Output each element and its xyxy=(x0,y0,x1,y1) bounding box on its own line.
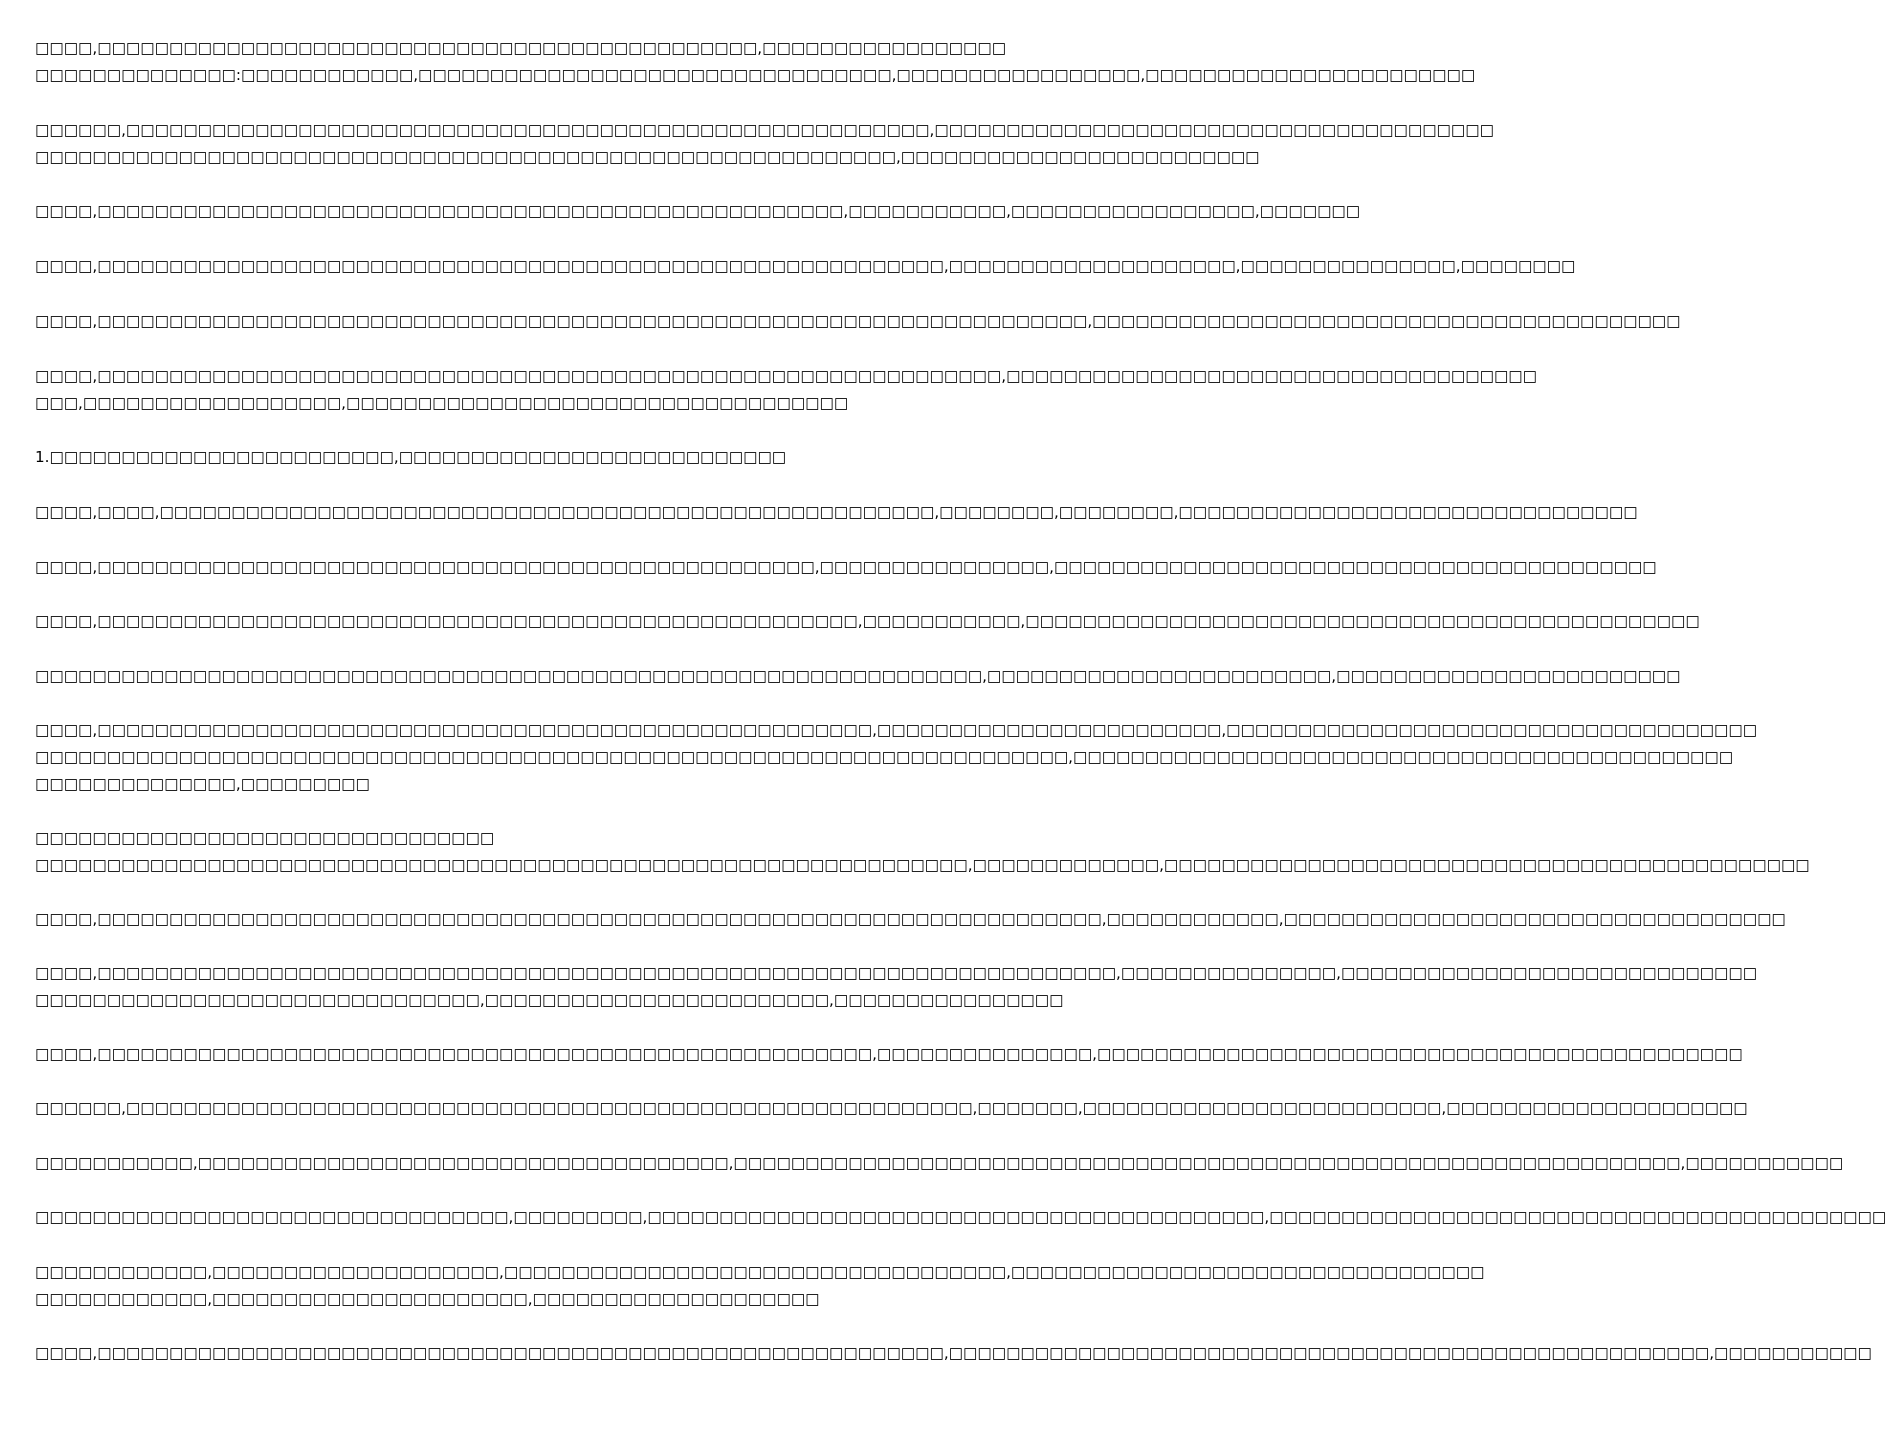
paragraph-10: □□□□□□□□□□□□□□□□□□□□□□□□□□□□□□□□□□□□□□□□□□□□□□□□□□□□□□□□□□□□□□□□□□,□□□□□□□□□□□□□□□□□□□□□□□□,□□□□□□□□□□□□□□□□□□□□□□□□ xyxy=(35,667,1681,685)
paragraph-6-line-2: □□□,□□□□□□□□□□□□□□□□□□,□□□□□□□□□□□□□□□□□□□□□□□□□□□□□□□□□□□ xyxy=(35,394,849,412)
paragraph-8: □□□□,□□□□□□□□□□□□□□□□□□□□□□□□□□□□□□□□□□□□□□□□□□□□□□□□□□,□□□□□□□□□□□□□□□□,□□□□□□□□□□□□□□□□□□□□□□□□□□□□□□□□□□□□□□□□□□ xyxy=(35,558,1657,576)
paragraph-11-line-3: □□□□□□□□□□□□□□,□□□□□□□□□ xyxy=(35,775,370,793)
paragraph-17: □□□□□□□□□□□,□□□□□□□□□□□□□□□□□□□□□□□□□□□□□□□□□□□□□,□□□□□□□□□□□□□□□□□□□□□□□□□□□□□□□□□□□□□□□□□□□□□□□□□□□□□□□□□□□□□□□□□□,□□□□□□□□□□□ xyxy=(35,1154,1844,1172)
paragraph-3: □□□□,□□□□□□□□□□□□□□□□□□□□□□□□□□□□□□□□□□□□□□□□□□□□□□□□□□□□,□□□□□□□□□□□,□□□□□□□□□□□□□□□□□,□□□□□□□ xyxy=(35,202,1361,220)
paragraph-2-line-1: □□□□□□,□□□□□□□□□□□□□□□□□□□□□□□□□□□□□□□□□□□□□□□□□□□□□□□□□□□□□□□□,□□□□□□□□□□□□□□□□□□□□□□□□□□□□□□□□□□□□□□□ xyxy=(35,121,1494,139)
paragraph-5: □□□□,□□□□□□□□□□□□□□□□□□□□□□□□□□□□□□□□□□□□□□□□□□□□□□□□□□□□□□□□□□□□□□□□□□□□□,□□□□□□□□□□□□□□□□□□□□□□□□□□□□□□□□□□□□□□□□□ xyxy=(35,312,1681,330)
section-heading: □□□□□□□□□□□□□□□□□□□□□□□□□□□□□□□□ xyxy=(35,829,495,847)
paragraph-15: □□□□,□□□□□□□□□□□□□□□□□□□□□□□□□□□□□□□□□□□□□□□□□□□□□□□□□□□□□□,□□□□□□□□□□□□□□□,□□□□□□□□□□□□□□□□□□□□□□□□□□□□□□□□□□□□□□□□□□□□□ xyxy=(35,1045,1743,1063)
paragraph-14-line-1: □□□□,□□□□□□□□□□□□□□□□□□□□□□□□□□□□□□□□□□□□□□□□□□□□□□□□□□□□□□□□□□□□□□□□□□□□□□□,□□□□□□□□□□□□□□□,□□□□□□□□□□□□□□□□□□□□□□□□□□□□□ xyxy=(35,964,1758,982)
paragraph-4: □□□□,□□□□□□□□□□□□□□□□□□□□□□□□□□□□□□□□□□□□□□□□□□□□□□□□□□□□□□□□□□□,□□□□□□□□□□□□□□□□□□□□,□□□□□□□□□□□□□□□,□□□□□□□□ xyxy=(35,257,1576,275)
paragraph-1-line-1: □□□□,□□□□□□□□□□□□□□□□□□□□□□□□□□□□□□□□□□□□□□□□□□□□□□,□□□□□□□□□□□□□□□□□ xyxy=(35,39,1007,57)
paragraph-6-line-1: □□□□,□□□□□□□□□□□□□□□□□□□□□□□□□□□□□□□□□□□□□□□□□□□□□□□□□□□□□□□□□□□□□□□,□□□□□□□□□□□□□□□□□□□□□□□□□□□□□□□□□□□□□ xyxy=(35,367,1538,385)
paragraph-1-line-2: □□□□□□□□□□□□□□:□□□□□□□□□□□□,□□□□□□□□□□□□□□□□□□□□□□□□□□□□□□□□□,□□□□□□□□□□□□□□□□□,□□□□□□□□□□□□□□□□□□□□□□□ xyxy=(35,66,1476,84)
paragraph-16: □□□□□□,□□□□□□□□□□□□□□□□□□□□□□□□□□□□□□□□□□□□□□□□□□□□□□□□□□□□□□□□□□□,□□□□□□□,□□□□□□□□□□□□□□□□□□□□□□□□□,□□□□□□□□□□□□□□□□□□□□□ xyxy=(35,1099,1748,1117)
paragraph-13: □□□□,□□□□□□□□□□□□□□□□□□□□□□□□□□□□□□□□□□□□□□□□□□□□□□□□□□□□□□□□□□□□□□□□□□□□□□,□□□□□□□□□□□□,□□□□□□□□□□□□□□□□□□□□□□□□□□□□□□□□□□□ xyxy=(35,910,1786,928)
document-body xyxy=(35,0,1886,1449)
paragraph-20: □□□□,□□□□□□□□□□□□□□□□□□□□□□□□□□□□□□□□□□□□□□□□□□□□□□□□□□□□□□□□□□□,□□□□□□□□□□□□□□□□□□□□□□□□□□□□□□□□□□□□□□□□□□□□□□□□□□□□□,□□□□□□□□□□□ xyxy=(35,1344,1872,1362)
paragraph-11-line-1: □□□□,□□□□□□□□□□□□□□□□□□□□□□□□□□□□□□□□□□□□□□□□□□□□□□□□□□□□□□,□□□□□□□□□□□□□□□□□□□□□□□□,□□□□□□□□□□□□□□□□□□□□□□□□□□□□□□□□□□□□□ xyxy=(35,721,1758,739)
paragraph-9: □□□□,□□□□□□□□□□□□□□□□□□□□□□□□□□□□□□□□□□□□□□□□□□□□□□□□□□□□□,□□□□□□□□□□□,□□□□□□□□□□□□□□□□□□□□□□□□□□□□□□□□□□□□□□□□□□□□□□□ xyxy=(35,612,1700,630)
paragraph-11-line-2: □□□□□□□□□□□□□□□□□□□□□□□□□□□□□□□□□□□□□□□□□□□□□□□□□□□□□□□□□□□□□□□□□□□□□□□□,□□□□□□□□□□□□□□□□□□□□□□□□□□□□□□□□□□□□□□□□□□□□□□ xyxy=(35,748,1734,766)
paragraph-19-line-1: □□□□□□□□□□□□,□□□□□□□□□□□□□□□□□□□□,□□□□□□□□□□□□□□□□□□□□□□□□□□□□□□□□□□□,□□□□□□□□□□□□□□□□□□□□□□□□□□□□□□□□□ xyxy=(35,1263,1485,1281)
paragraph-12: □□□□□□□□□□□□□□□□□□□□□□□□□□□□□□□□□□□□□□□□□□□□□□□□□□□□□□□□□□□□□□□□□,□□□□□□□□□□□□□,□□□□□□□□□□□□□□□□□□□□□□□□□□□□□□□□□□□□□□□□□□□□□ xyxy=(35,856,1810,874)
paragraph-19-line-2: □□□□□□□□□□□□,□□□□□□□□□□□□□□□□□□□□□□,□□□□□□□□□□□□□□□□□□□□ xyxy=(35,1290,820,1308)
paragraph-7: □□□□,□□□□,□□□□□□□□□□□□□□□□□□□□□□□□□□□□□□□□□□□□□□□□□□□□□□□□□□□□□□,□□□□□□□□,□□□□□□□□,□□□□□□□□□□□□□□□□□□□□□□□□□□□□□□□□ xyxy=(35,503,1638,521)
paragraph-14-line-2: □□□□□□□□□□□□□□□□□□□□□□□□□□□□□□□,□□□□□□□□□□□□□□□□□□□□□□□□,□□□□□□□□□□□□□□□□ xyxy=(35,991,1064,1009)
paragraph-2-line-2: □□□□□□□□□□□□□□□□□□□□□□□□□□□□□□□□□□□□□□□□□□□□□□□□□□□□□□□□□□□□,□□□□□□□□□□□□□□□□□□□□□□□□□ xyxy=(35,148,1260,166)
numbered-item-1: 1.□□□□□□□□□□□□□□□□□□□□□□□□,□□□□□□□□□□□□□□□□□□□□□□□□□□□ xyxy=(35,448,787,466)
paragraph-18: □□□□□□□□□□□□□□□□□□□□□□□□□□□□□□□□□,□□□□□□□□□,□□□□□□□□□□□□□□□□□□□□□□□□□□□□□□□□□□□□□□□□□□□,□□□□□□□□□□□□□□□□□□□□□□□□□□□□□□□□□□□□□□□□□□□ xyxy=(35,1208,1886,1226)
